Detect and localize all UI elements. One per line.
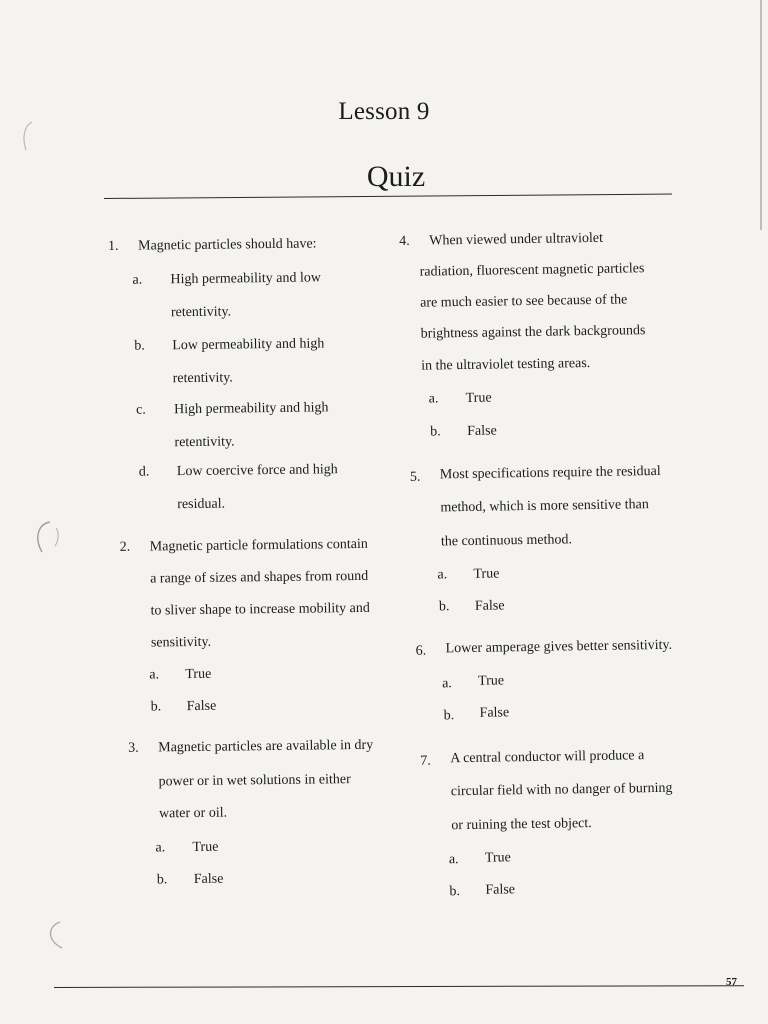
margin-mark-bottom bbox=[40, 918, 68, 954]
question-4 bbox=[399, 224, 699, 440]
question-text: When viewed under ultraviolet bbox=[429, 230, 604, 249]
option-text: True bbox=[185, 666, 212, 683]
option-letter: a. bbox=[437, 567, 448, 583]
question-text: the continuous method. bbox=[440, 532, 573, 550]
option-text: Low permeability and high bbox=[172, 336, 325, 354]
question-text: a range of sizes and shapes from round bbox=[150, 568, 369, 587]
question-text: Magnetic particle formulations contain bbox=[149, 536, 368, 555]
question-text: Magnetic particles are available in dry bbox=[158, 737, 374, 756]
question-1 bbox=[108, 235, 408, 513]
option-text: retentivity. bbox=[172, 370, 233, 387]
option-text: residual. bbox=[177, 496, 226, 513]
option-text: Low coercive force and high bbox=[176, 462, 338, 480]
option-letter: a. bbox=[132, 272, 143, 288]
question-text: or ruining the test object. bbox=[451, 816, 592, 834]
option-text: retentivity. bbox=[170, 304, 232, 321]
option-text: True bbox=[192, 839, 219, 856]
option-letter: d. bbox=[138, 464, 150, 480]
question-text: brightness against the dark backgrounds bbox=[420, 323, 646, 342]
option-letter: b. bbox=[134, 338, 145, 354]
option-letter: b. bbox=[443, 708, 455, 724]
question-text: are much easier to see because of the bbox=[420, 292, 628, 311]
option-text: High permeability and high bbox=[173, 400, 329, 418]
option-text: True bbox=[477, 673, 505, 689]
question-text: to sliver shape to increase mobility and bbox=[150, 600, 370, 619]
binder-hole-mark bbox=[28, 518, 64, 558]
question-number: 1. bbox=[108, 238, 119, 254]
right-column bbox=[399, 224, 699, 900]
option-text: False bbox=[485, 882, 516, 898]
page-number: 57 bbox=[726, 976, 737, 988]
question-number: 7. bbox=[420, 753, 431, 769]
option-text: retentivity. bbox=[174, 434, 235, 451]
question-text: method, which is more sensitive than bbox=[440, 497, 649, 516]
question-6 bbox=[405, 637, 705, 724]
question-number: 6. bbox=[415, 643, 427, 659]
question-text: Most specifications require the residual bbox=[439, 463, 661, 483]
option-text: False bbox=[479, 705, 510, 721]
option-letter: a. bbox=[448, 852, 459, 868]
option-letter: b. bbox=[449, 884, 461, 900]
option-letter: c. bbox=[136, 402, 146, 418]
option-text: False bbox=[193, 871, 224, 887]
question-3 bbox=[114, 737, 414, 888]
option-letter: a. bbox=[155, 840, 166, 856]
option-text: False bbox=[474, 598, 505, 614]
header-rule bbox=[104, 194, 672, 199]
option-letter: a. bbox=[428, 391, 439, 407]
page-subtitle: Quiz bbox=[366, 160, 426, 193]
question-text: circular field with no danger of burning bbox=[450, 780, 673, 800]
question-text: A central conductor will produce a bbox=[450, 748, 645, 767]
question-number: 3. bbox=[128, 740, 139, 756]
option-letter: b. bbox=[156, 872, 168, 888]
option-text: High permeability and low bbox=[170, 270, 322, 288]
footer-rule bbox=[54, 985, 744, 988]
question-text: Lower amperage gives better sensitivity. bbox=[445, 637, 673, 657]
question-number: 4. bbox=[399, 233, 410, 249]
option-text: True bbox=[484, 850, 511, 866]
left-column bbox=[108, 235, 408, 888]
option-letter: a. bbox=[149, 667, 160, 683]
question-5 bbox=[403, 463, 703, 615]
page-title: Lesson 9 bbox=[338, 98, 430, 125]
question-2 bbox=[112, 536, 412, 715]
option-letter: b. bbox=[150, 699, 162, 715]
option-letter: a. bbox=[442, 676, 452, 692]
option-letter: b. bbox=[430, 424, 441, 440]
question-number: 5. bbox=[409, 469, 421, 485]
option-letter: b. bbox=[438, 599, 450, 615]
question-number: 2. bbox=[119, 539, 131, 555]
question-text: water or oil. bbox=[158, 805, 228, 822]
question-text: radiation, fluorescent magnetic particles bbox=[419, 261, 645, 280]
question-text: in the ultraviolet testing areas. bbox=[421, 356, 591, 374]
question-7 bbox=[407, 747, 707, 900]
question-text: Magnetic particles should have: bbox=[137, 236, 317, 254]
option-text: False bbox=[186, 698, 217, 715]
question-text: sensitivity. bbox=[150, 634, 212, 651]
option-text: True bbox=[465, 390, 492, 406]
option-text: True bbox=[473, 566, 500, 582]
question-text: power or in wet solutions in either bbox=[158, 772, 351, 790]
option-text: False bbox=[467, 423, 497, 439]
